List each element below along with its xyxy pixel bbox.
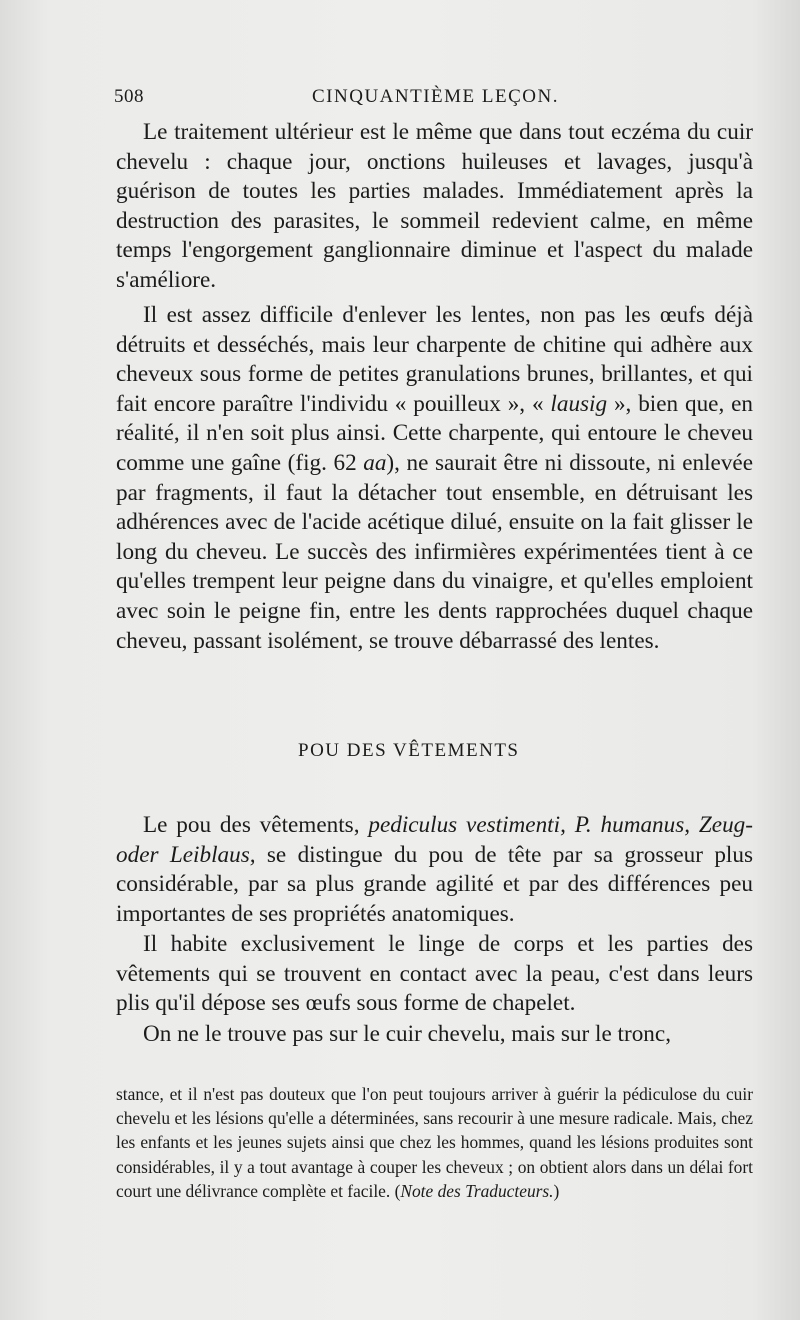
paragraph-body-louse — [116, 811, 753, 929]
section-heading: POU DES VÊTEMENTS — [298, 740, 520, 761]
footnote — [116, 1082, 753, 1203]
paragraph-nits-text-3: ), ne saurait être ni dissoute, ni enlevée par fragments, il faut la détacher tout ensemble, en détruisant les adhérences avec de l'acide acétique dilué, ensuite on la fait glisser le long du cheveu. Le succès des infirmières expérimentées tient à ce qu'elles trempent leur peigne dans du vinaigre, et qu'elles emploient avec soin le peigne fin, entre les dents rapprochées duquel chaque cheveu, passant isolément, se trouve débarrassé des lentes. — [116, 449, 753, 654]
paragraph-body-louse-text-1: Le pou des vêtements, — [143, 812, 369, 838]
paragraph-habitat — [116, 930, 753, 1019]
paragraph-treatment — [116, 118, 753, 296]
paragraph-location-text: On ne le trouve pas sur le cuir chevelu, mais sur le tronc, — [143, 1021, 671, 1047]
page-number: 508 — [114, 86, 144, 107]
paragraph-nits-text-1: Il est assez difficile d'enlever les lentes, non pas les œufs déjà détruits et desséchés, mais leur charpente de chitine qui adhère aux cheveux sous forme de petites granulations brunes, brillantes, et qui fait encore paraître l'individu « pouilleux », « — [116, 302, 753, 417]
latin-name: pediculus vestimenti, P. humanus, Zeug-oder Leiblaus, — [116, 812, 753, 868]
figure-ref-aa: aa — [363, 449, 387, 476]
term-lausig: lausig — [550, 390, 608, 417]
paragraph-treatment-text: Le traitement ultérieur est le même que dans tout eczéma du cuir chevelu : chaque jour, onctions huileuses et lavages, jusqu'à guérison de toutes les parties malades. Immédiatement après la destruction des parasites, le sommeil redevient calme, en même temps l'engorgement ganglionnaire diminue et l'aspect du malade s'améliore. — [116, 119, 753, 293]
paragraph-location — [116, 1020, 753, 1050]
paragraph-body-louse-text-2: se distingue du pou de tête par sa grosseur plus considérable, par sa plus grande agilité et par des différences peu importantes de ses propriétés anatomiques. — [116, 841, 753, 927]
paragraph-nits — [116, 301, 753, 656]
paragraph-nits-text-2: », bien que, en réalité, il n'en soit plus ainsi. Cette charpente, qui entoure le cheveu comme une gaîne (fig. 62 — [116, 390, 753, 476]
footnote-translators-note: Note des Traducteurs. — [400, 1180, 554, 1201]
running-head: CINQUANTIÈME LEÇON. — [312, 86, 559, 107]
paragraph-habitat-text: Il habite exclusivement le linge de corps et les parties des vêtements qui se trouvent en contact avec la peau, c'est dans leurs plis qu'il dépose ses œufs sous forme de chapelet. — [116, 931, 753, 1017]
footnote-text: stance, et il n'est pas douteux que l'on peut toujours arriver à guérir la pédiculose du cuir chevelu et les lésions qu'elle a déterminées, sans recourir à une mesure radicale. Mais, chez les enfants et les jeunes sujets ainsi que chez les hommes, quand les lésions produites sont considérables, il y a tout avantage à couper les cheveux ; on obtient alors dans un délai fort court une délivrance complète et facile. ( — [116, 1084, 753, 1201]
footnote-close: ) — [553, 1180, 560, 1201]
